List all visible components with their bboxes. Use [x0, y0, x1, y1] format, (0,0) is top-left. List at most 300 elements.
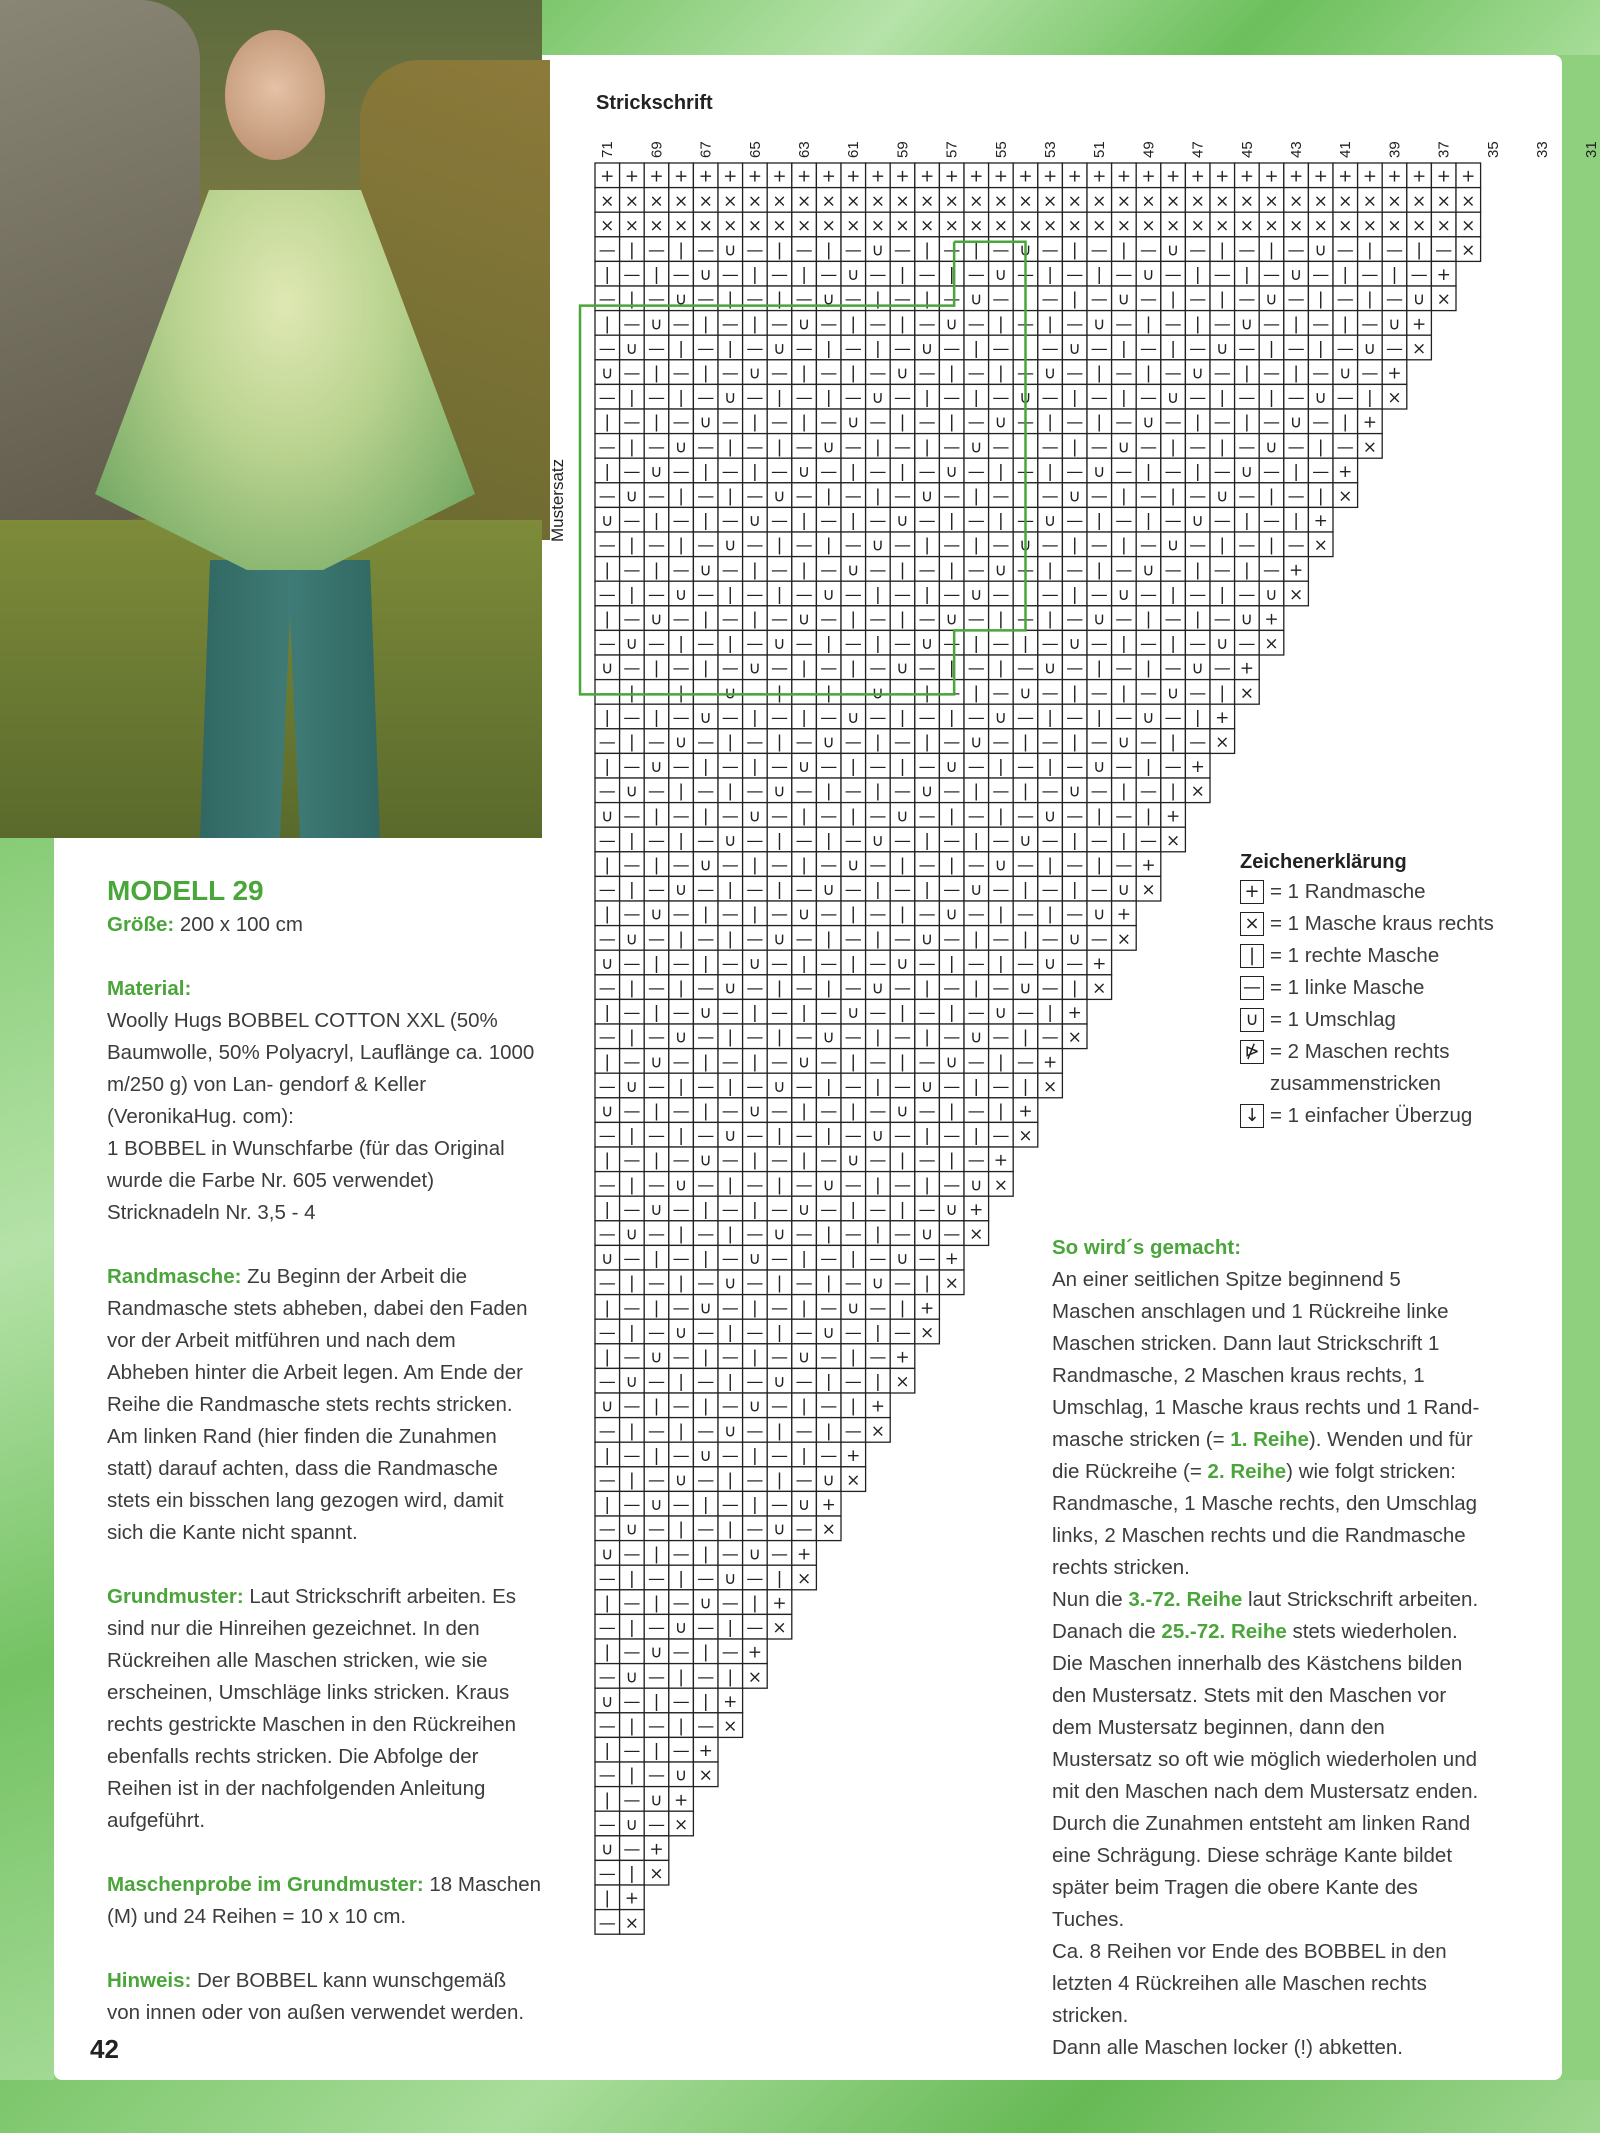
chart-symbol: — [697, 1519, 715, 1540]
chart-symbol: | [1367, 289, 1373, 310]
chart-symbol: | [702, 461, 709, 482]
chart-symbol: | [629, 1421, 635, 1442]
chart-symbol: — [1041, 584, 1059, 605]
chart-symbol: — [746, 634, 764, 655]
chart-symbol: ∪ [1019, 388, 1032, 409]
chart-symbol: × [993, 215, 1009, 236]
chart-symbol: — [1238, 535, 1256, 556]
chart-symbol: — [1041, 1027, 1059, 1048]
chart-symbol: — [598, 289, 616, 310]
chart-symbol: | [875, 1076, 881, 1097]
chart-symbol: — [648, 1667, 665, 1688]
chart-symbol: | [801, 1003, 807, 1024]
chart-symbol: — [1115, 757, 1133, 778]
chart-symbol: | [1071, 880, 1078, 901]
chart-symbol: — [1041, 388, 1059, 409]
chart-symbol: | [875, 584, 881, 605]
chart-symbol: | [1022, 929, 1029, 950]
chart-symbol: | [1071, 289, 1078, 310]
column-number: 59 [894, 141, 912, 158]
chart-symbol: — [746, 1224, 764, 1245]
chart-symbol: — [1164, 314, 1182, 335]
chart-symbol: | [1022, 338, 1029, 359]
chart-symbol: — [721, 757, 739, 778]
chart-symbol: ∪ [724, 978, 737, 999]
chart-symbol: — [894, 732, 911, 753]
chart-symbol: | [727, 486, 734, 507]
chart-symbol: — [869, 1052, 887, 1073]
chart-symbol: | [850, 1396, 857, 1417]
chart-symbol: | [850, 1101, 857, 1122]
chart-symbol: × [895, 191, 910, 212]
chart-symbol: — [844, 1027, 862, 1048]
chart-symbol: — [672, 1741, 690, 1762]
chart-symbol: — [992, 240, 1010, 261]
chart-symbol: — [795, 1224, 813, 1245]
chart-symbol: — [746, 338, 764, 359]
chart-symbol: — [771, 707, 788, 728]
chart-symbol: — [844, 830, 862, 851]
chart-symbol: ∪ [674, 1765, 688, 1786]
k2tog-icon: ⋫ [1240, 1040, 1264, 1064]
chart-symbol: | [702, 1249, 709, 1270]
chart-symbol: | [727, 1027, 734, 1048]
chart-symbol: — [795, 1126, 813, 1147]
chart-symbol: — [721, 265, 739, 286]
chart-symbol: × [649, 191, 664, 212]
chart-symbol: + [1362, 166, 1378, 187]
chart-symbol: | [1022, 634, 1029, 655]
chart-symbol: — [894, 1273, 911, 1294]
chart-symbol: — [598, 1076, 616, 1097]
chart-symbol: — [648, 1175, 665, 1196]
chart-symbol: × [944, 1273, 959, 1294]
chart-symbol: + [1387, 166, 1402, 187]
chart-symbol: — [1066, 806, 1084, 827]
chart-symbol: — [844, 535, 862, 556]
chart-symbol: — [1164, 363, 1182, 384]
chart-symbol: | [1121, 830, 1127, 851]
chart-symbol: — [918, 560, 936, 581]
chart-symbol: | [678, 338, 684, 359]
chart-symbol: × [1264, 191, 1279, 212]
chart-symbol: ∪ [1093, 609, 1106, 630]
chart-symbol: — [697, 1027, 715, 1048]
chart-symbol: — [844, 978, 862, 999]
chart-symbol: — [1213, 265, 1231, 286]
chart-symbol: — [1115, 314, 1133, 335]
chart-symbol: ∪ [896, 658, 909, 679]
chart-symbol: | [653, 1003, 660, 1024]
chart-symbol: | [998, 658, 1004, 679]
chart-symbol: ∪ [674, 1322, 688, 1343]
chart-symbol: — [943, 289, 961, 310]
chart-symbol: | [924, 240, 930, 261]
chart-symbol: ∪ [674, 1175, 688, 1196]
chart-symbol: | [801, 707, 807, 728]
chart-symbol: | [1293, 511, 1299, 532]
chart-symbol: × [673, 1814, 689, 1835]
chart-symbol: ∪ [847, 855, 860, 876]
chart-symbol: — [967, 560, 985, 581]
vertical-bar-icon: | [1240, 944, 1264, 968]
chart-symbol: | [899, 412, 906, 433]
chart-symbol: — [1115, 511, 1133, 532]
chart-symbol: — [623, 1101, 641, 1122]
chart-symbol: × [919, 1322, 935, 1343]
chart-symbol: ∪ [945, 461, 958, 482]
chart-symbol: ∪ [1314, 388, 1327, 409]
chart-symbol: | [1071, 732, 1078, 753]
chart-symbol: — [721, 412, 739, 433]
chart-symbol: — [771, 1396, 788, 1417]
chart-symbol: + [673, 1790, 689, 1811]
chart-symbol: | [1022, 1076, 1029, 1097]
chart-symbol: — [598, 1224, 616, 1245]
chart-symbol: — [967, 1052, 985, 1073]
chart-symbol: ∪ [1166, 240, 1180, 261]
chart-symbol: | [924, 978, 930, 999]
chart-symbol: ∪ [920, 338, 934, 359]
chart-symbol: | [1194, 265, 1201, 286]
chart-symbol: | [1096, 265, 1103, 286]
chart-symbol: | [604, 1790, 611, 1811]
chart-symbol: ∪ [920, 1224, 934, 1245]
chart-symbol: — [721, 1199, 739, 1220]
chart-symbol: ∪ [773, 1519, 786, 1540]
chart-symbol: ∪ [822, 1322, 835, 1343]
chart-symbol: — [721, 314, 739, 335]
chart-symbol: — [697, 338, 715, 359]
legend-item-randmasche: + = 1 Randmasche [1240, 876, 1560, 908]
chart-symbol: ∪ [920, 929, 934, 950]
chart-symbol: × [723, 1716, 738, 1737]
chart-symbol: | [1121, 240, 1127, 261]
chart-symbol: — [844, 1126, 862, 1147]
chart-symbol: ∪ [970, 289, 983, 310]
chart-symbol: — [992, 388, 1010, 409]
chart-symbol: × [624, 191, 640, 212]
chart-symbol: ∪ [1191, 363, 1204, 384]
chart-symbol: | [825, 1273, 832, 1294]
chart-symbol: ∪ [773, 929, 786, 950]
chart-symbol: | [899, 1199, 906, 1220]
chart-symbol: | [825, 388, 832, 409]
chart-symbol: | [1145, 757, 1152, 778]
chart-symbol: ∪ [724, 1421, 737, 1442]
chart-symbol: ∪ [748, 1396, 762, 1417]
chart-symbol: ∪ [650, 904, 663, 925]
chart-symbol: | [899, 1298, 906, 1319]
chart-symbol: — [598, 486, 616, 507]
chart-symbol: + [944, 1249, 959, 1270]
chart-symbol: | [1416, 240, 1422, 261]
chart-symbol: × [796, 1568, 812, 1589]
chart-symbol: — [894, 830, 911, 851]
chart-symbol: — [697, 584, 715, 605]
chart-symbol: | [727, 1175, 734, 1196]
chart-symbol: — [746, 1027, 764, 1048]
chart-symbol: — [648, 289, 665, 310]
chart-symbol: × [698, 191, 713, 212]
chart-symbol: × [919, 191, 935, 212]
chart-symbol: | [653, 1691, 660, 1712]
chart-symbol: — [672, 461, 690, 482]
chart-symbol: ∪ [625, 1519, 639, 1540]
chart-symbol: ∪ [896, 806, 909, 827]
chart-symbol: | [629, 1765, 635, 1786]
chart-symbol: — [1386, 289, 1403, 310]
chart-symbol: ∪ [871, 830, 885, 851]
chart-symbol: — [844, 781, 862, 802]
chart-symbol: — [1140, 732, 1157, 753]
chart-symbol: — [672, 560, 690, 581]
chart-symbol: ∪ [994, 707, 1008, 728]
chart-symbol: | [727, 732, 734, 753]
column-number: 69 [648, 141, 666, 158]
chart-symbol: — [697, 1667, 715, 1688]
chart-symbol: ∪ [970, 1027, 983, 1048]
chart-symbol: — [648, 1814, 665, 1835]
chart-symbol: | [604, 1003, 611, 1024]
chart-symbol: — [1115, 461, 1133, 482]
chart-symbol: + [1116, 166, 1132, 187]
chart-symbol: — [598, 1667, 616, 1688]
chart-symbol: — [1263, 412, 1280, 433]
chart-symbol: | [776, 1322, 783, 1343]
chart-symbol: | [702, 904, 709, 925]
chart-symbol: × [969, 191, 984, 212]
chart-symbol: — [598, 535, 616, 556]
chart-symbol: — [1164, 560, 1182, 581]
chart-symbol: × [1141, 880, 1156, 901]
chart-symbol: | [1047, 609, 1053, 630]
chart-symbol: — [1238, 437, 1256, 458]
chart-symbol: ∪ [1117, 880, 1131, 901]
chart-symbol: — [1164, 511, 1182, 532]
chart-symbol: ∪ [724, 535, 737, 556]
chart-symbol: — [1017, 461, 1034, 482]
chart-symbol: × [1436, 215, 1451, 236]
chart-symbol: — [918, 609, 936, 630]
howto-paragraph-2: Nun die 3.-72. Reihe laut Strickschrift arbeiten. Danach die 25.-72. Reihe stets wiederholen. Die Maschen innerhalb des Kästchens bilden den Mustersatz. Stets mit den Maschen vor dem Mustersatz beginnen, dann den Mustersatz so oft wie möglich wiederholen und mit den Maschen nach dem Mustersatz enden. [1052, 1588, 1479, 1803]
chart-symbol: — [623, 1691, 641, 1712]
chart-symbol: ∪ [699, 1445, 712, 1466]
chart-symbol: — [771, 904, 788, 925]
chart-symbol: — [598, 880, 616, 901]
chart-symbol: + [1215, 166, 1230, 187]
chart-symbol: ∪ [945, 904, 958, 925]
photo-person-head [225, 30, 325, 160]
chart-symbol: — [1238, 240, 1256, 261]
chart-symbol: — [820, 707, 838, 728]
chart-symbol: — [795, 1027, 813, 1048]
chart-symbol: | [678, 1519, 684, 1540]
chart-symbol: — [1041, 240, 1059, 261]
chart-symbol: — [894, 486, 911, 507]
chart-symbol: | [702, 953, 709, 974]
chart-symbol: — [771, 412, 788, 433]
chart-symbol: + [723, 1691, 738, 1712]
chart-symbol: + [723, 166, 738, 187]
chart-symbol: — [648, 929, 665, 950]
chart-symbol: | [776, 978, 783, 999]
chart-symbol: ∪ [773, 338, 786, 359]
chart-symbol: — [598, 1273, 616, 1294]
chart-symbol: | [1071, 978, 1078, 999]
chart-symbol: — [672, 658, 690, 679]
chart-symbol: — [967, 806, 985, 827]
chart-symbol: — [1041, 437, 1059, 458]
chart-symbol: | [948, 511, 955, 532]
chart-symbol: — [746, 1076, 764, 1097]
chart-symbol: — [1066, 560, 1084, 581]
chart-symbol: ∪ [1265, 437, 1278, 458]
chart-symbol: — [1189, 683, 1207, 704]
chart-symbol: × [1067, 215, 1082, 236]
chart-symbol: | [998, 609, 1004, 630]
chart-symbol: — [771, 658, 788, 679]
chart-symbol: — [697, 1618, 715, 1639]
chart-symbol: — [771, 1249, 788, 1270]
chart-symbol: — [598, 830, 616, 851]
chart-symbol: — [746, 1421, 764, 1442]
chart-symbol: — [1238, 338, 1256, 359]
chart-symbol: | [629, 437, 635, 458]
chart-symbol: × [747, 215, 763, 236]
chart-symbol: | [776, 1568, 783, 1589]
chart-symbol: + [747, 1642, 763, 1663]
chart-symbol: × [1215, 215, 1230, 236]
chart-symbol: | [924, 830, 930, 851]
chart-symbol: — [672, 1691, 690, 1712]
chart-symbol: | [1219, 240, 1226, 261]
chart-symbol: | [752, 461, 758, 482]
chart-symbol: | [752, 1347, 758, 1368]
chart-symbol: — [771, 511, 788, 532]
chart-symbol: | [1342, 412, 1349, 433]
chart-symbol: — [795, 1322, 813, 1343]
chart-symbol: — [943, 880, 961, 901]
chart-symbol: — [1041, 338, 1059, 359]
chart-symbol: — [1312, 461, 1330, 482]
column-number: 49 [1140, 141, 1158, 158]
chart-symbol: — [1115, 412, 1133, 433]
chart-symbol: ∪ [748, 658, 762, 679]
chart-symbol: | [727, 1322, 734, 1343]
chart-symbol: — [1090, 240, 1108, 261]
chart-symbol: + [895, 1347, 910, 1368]
chart-symbol: × [1411, 338, 1427, 359]
chart-symbol: | [678, 1126, 684, 1147]
column-number: 45 [1238, 141, 1256, 158]
chart-symbol: — [721, 461, 739, 482]
chart-symbol: — [795, 240, 813, 261]
chart-symbol: × [1362, 437, 1378, 458]
chart-symbol: | [1047, 1003, 1053, 1024]
chart-symbol: — [1090, 732, 1108, 753]
chart-symbol: — [771, 314, 788, 335]
chart-symbol: × [1042, 1076, 1058, 1097]
legend-item-k2tog: ⋫ = 2 Maschen rechts zusammenstricken [1240, 1036, 1560, 1100]
chart-symbol: | [1194, 314, 1201, 335]
chart-symbol: — [697, 929, 715, 950]
chart-symbol: | [752, 560, 758, 581]
decorative-band-bottom [0, 2080, 1600, 2133]
chart-symbol: ∪ [601, 658, 614, 679]
chart-symbol: — [1287, 388, 1305, 409]
chart-symbol: | [1317, 338, 1324, 359]
chart-symbol: ∪ [724, 240, 737, 261]
chart-symbol: | [1170, 781, 1176, 802]
chart-symbol: + [993, 1150, 1009, 1171]
chart-symbol: ∪ [797, 314, 811, 335]
chart-symbol: | [801, 806, 807, 827]
chart-symbol: — [943, 1076, 961, 1097]
chart-symbol: | [1071, 240, 1078, 261]
chart-symbol: | [924, 388, 930, 409]
chart-symbol: × [846, 215, 861, 236]
chart-symbol: — [1213, 314, 1231, 335]
chart-symbol: | [1219, 584, 1226, 605]
chart-symbol: × [772, 191, 787, 212]
chart-symbol: | [973, 830, 980, 851]
chart-symbol: — [967, 461, 985, 482]
chart-symbol: | [1071, 535, 1078, 556]
chart-symbol: × [969, 1224, 984, 1245]
chart-symbol: | [899, 1150, 906, 1171]
chart-symbol: — [598, 1372, 616, 1393]
chart-symbol: — [795, 1421, 813, 1442]
chart-symbol: — [918, 511, 936, 532]
chart-symbol: — [598, 978, 616, 999]
chart-symbol: × [1239, 683, 1255, 704]
chart-symbol: — [795, 683, 813, 704]
chart-symbol: — [721, 1396, 739, 1417]
chart-symbol: — [771, 1298, 788, 1319]
chart-symbol: | [1047, 314, 1053, 335]
chart-symbol: — [623, 1249, 641, 1270]
chart-symbol: — [648, 830, 665, 851]
chart-symbol: — [648, 1076, 665, 1097]
chart-symbol: — [869, 511, 887, 532]
chart-symbol: ∪ [1240, 609, 1254, 630]
chart-symbol: | [973, 929, 980, 950]
chart-symbol: × [600, 215, 615, 236]
chart-symbol: | [948, 855, 955, 876]
chart-symbol: — [771, 1199, 788, 1220]
chart-symbol: | [1170, 584, 1176, 605]
chart-symbol: | [1170, 732, 1176, 753]
chart-symbol: ∪ [847, 1003, 860, 1024]
chart-symbol: ∪ [871, 978, 885, 999]
chart-symbol: ∪ [1142, 265, 1155, 286]
chart-symbol: — [623, 1199, 641, 1220]
chart-symbol: | [948, 953, 955, 974]
chart-symbol: — [1017, 363, 1034, 384]
chart-symbol: — [623, 806, 641, 827]
chart-symbol: | [924, 732, 930, 753]
chart-symbol: — [1017, 904, 1034, 925]
chart-symbol: | [752, 1052, 758, 1073]
chart-symbol: — [844, 929, 862, 950]
chart-symbol: | [1244, 560, 1250, 581]
howto-paragraph-3: Durch die Zunahmen entsteht am linken Rand eine Schrägung. Diese schräge Kante bildet später beim Tragen die obere Kante des Tuches. [1052, 1812, 1471, 1931]
chart-symbol: ∪ [650, 1052, 663, 1073]
chart-symbol: — [648, 683, 665, 704]
legend-item-kraus: × = 1 Masche kraus rechts [1240, 908, 1560, 940]
chart-symbol: | [899, 904, 906, 925]
